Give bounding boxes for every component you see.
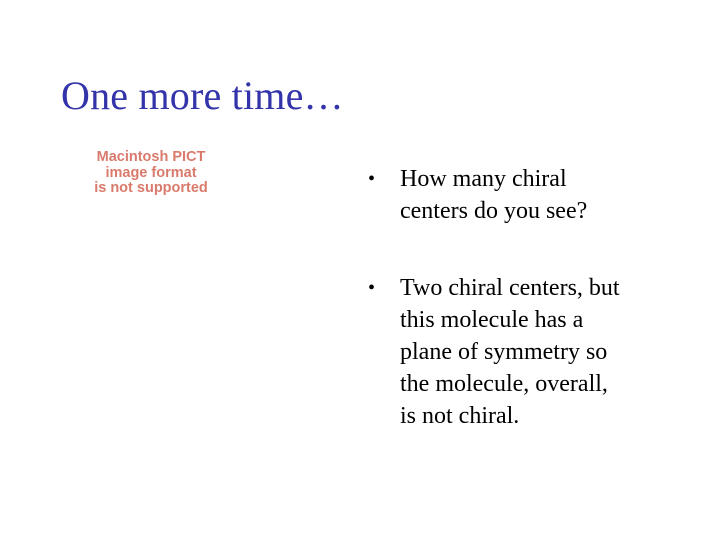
bullet-line: this molecule has a	[400, 307, 584, 333]
bullet-marker: •	[368, 168, 376, 190]
unsupported-image-placeholder	[66, 150, 236, 197]
bullet-line: plane of symmetry so	[400, 339, 608, 365]
bullet-line: How many chiral	[400, 166, 567, 192]
bullet-item-question	[368, 163, 688, 227]
bullet-marker: •	[368, 277, 376, 299]
bullet-line: centers do you see?	[400, 198, 588, 224]
placeholder-line: is not supported	[94, 180, 208, 196]
bullet-item-answer	[368, 272, 688, 432]
bullet-list	[368, 163, 688, 432]
slide-title: One more time…	[61, 73, 344, 118]
bullet-line: the molecule, overall,	[400, 371, 608, 397]
placeholder-line: Macintosh PICT	[96, 149, 206, 165]
bullet-line: is not chiral.	[400, 403, 520, 429]
bullet-line: Two chiral centers, but	[400, 275, 620, 301]
placeholder-line: image format	[105, 164, 197, 181]
